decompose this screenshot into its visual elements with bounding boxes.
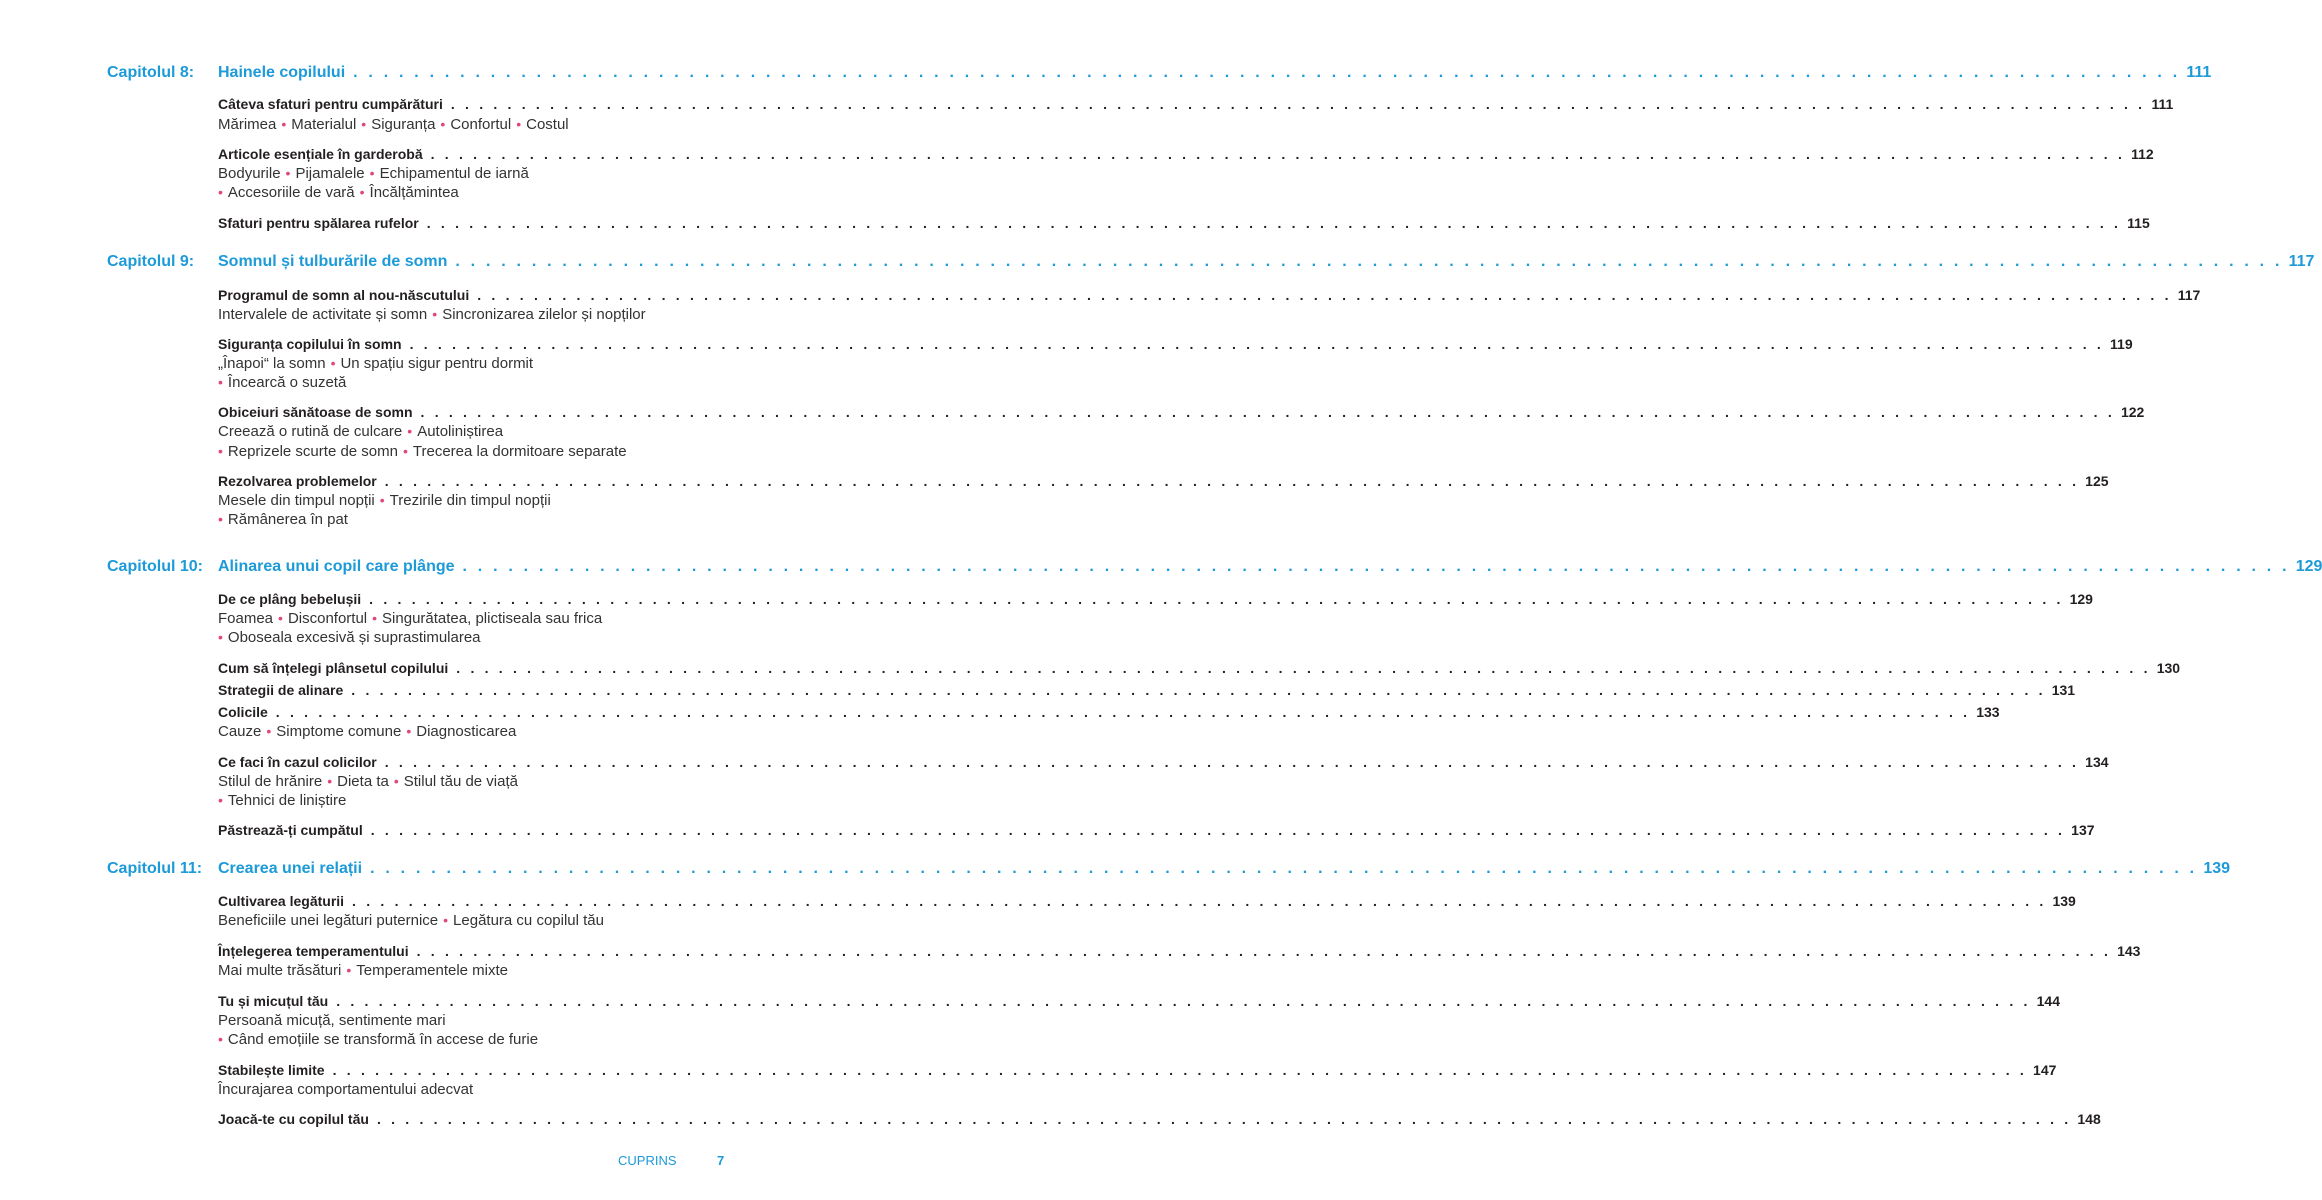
entry-title: Cultivarea legăturii (218, 893, 345, 909)
entry-page-number: 129 (2069, 591, 2093, 607)
entry-page-number: 148 (2077, 1111, 2101, 1127)
toc-entry[interactable] (218, 822, 2095, 838)
chapter-page-number: 117 (2288, 253, 2315, 270)
subtopic: Oboseala excesivă și suprastimularea (227, 629, 481, 646)
toc-entry[interactable] (218, 591, 2093, 607)
dot-leader: . . . . . . . . . . . . . . . . . . . . . . . . . . . . . . . . . . . . . . . . . . . . . . . . . . . . . . . . . . . . . . . . . . . . . . . . . . . . . . . . . . . . . . . . . . . . . . . . . . . . . . . . . . . . . . . . . . . . . . . . (370, 822, 2066, 838)
entry-subtopics (218, 443, 627, 460)
bullet-icon: • (218, 792, 223, 808)
subtopic: Stilul tău de viață (403, 773, 518, 790)
dot-leader: . . . . . . . . . . . . . . . . . . . . . . . . . . . . . . . . . . . . . . . . . . . . . . . . . . . . . . . . . . . . . . . . . . . . . . . . . . . . . . . . . . . . . . . . . . . . . . . . . . . . . . . . . . . . . . . . . . . . . . . . (420, 404, 2115, 420)
chapter-title: Crearea unei relații (218, 860, 363, 877)
dot-leader: . . . . . . . . . . . . . . . . . . . . . . . . . . . . . . . . . . . . . . . . . . . . . . . . . . . . . . . . . . . . . . . . . . . . . . . . . . . . . . . . . . . . . . . . . . . . . . . . . . . . . . . . . . . . . . . . . . . . . . . . (477, 287, 2172, 303)
toc-entry[interactable] (218, 660, 2181, 676)
subtopic: Stilul de hrănire (218, 773, 323, 790)
subtopic: Cauze (218, 723, 262, 740)
dot-leader: . . . . . . . . . . . . . . . . . . . . . . . . . . . . . . . . . . . . . . . . . . . . . . . . . . . . . . . . . . . . . . . . . . . . . . . . . . . . . . . . . . . . . . . . . . . . . . . . . . . . . . . . . . . . . . . . . . . . . . . . (430, 146, 2126, 162)
entry-title: Rezolvarea problemelor (218, 473, 377, 489)
subtopic: Încurajarea comportamentului adecvat (218, 1081, 474, 1098)
chapter-heading[interactable] (107, 860, 2231, 878)
subtopic: Când emoțiile se transformă în accese de furie (227, 1031, 539, 1048)
toc-entry[interactable] (218, 993, 2060, 1009)
entry-title: Programul de somn al nou-născutului (218, 287, 470, 303)
bullet-icon: • (379, 492, 385, 508)
subtopic: Beneficiile unei legături puternice (218, 912, 439, 929)
toc-entry[interactable] (218, 1111, 2101, 1127)
entry-page-number: 131 (2051, 682, 2076, 698)
subtopic: Echipamentul de iarnă (379, 165, 529, 182)
entry-subtopics (218, 1031, 538, 1048)
subtopic: Sincronizarea zilelor și nopților (442, 306, 646, 323)
entry-page-number: 111 (2151, 96, 2174, 112)
subtopic: Bodyurile (218, 165, 281, 182)
dot-leader: . . . . . . . . . . . . . . . . . . . . . . . . . . . . . . . . . . . . . . . . . . . . . . . . . . . . . . . . . . . . . . . . . . . . . . . . . . . . . . . . . . . . . . . . . . . . . . . . . . . . . . . . . . . . . . . . . . . . . . . . (376, 1111, 2072, 1127)
bullet-icon: • (327, 773, 333, 789)
subtopic: Persoană micuță, sentimente mari (218, 1012, 446, 1029)
footer-page-number: 7 (717, 1153, 725, 1168)
dot-leader: . . . . . . . . . . . . . . . . . . . . . . . . . . . . . . . . . . . . . . . . . . . . . . . . . . . . . . . . . . . . . . . . . . . . . . . . . . . . . . . . . . . . . . . . . . . . . . . . . . . . . . . . . . . . . . . . . . . . . . . . (384, 473, 2080, 489)
bullet-icon: • (369, 165, 375, 181)
subtopic: Reprizele scurte de somn (227, 443, 398, 460)
entry-page-number: 130 (2156, 660, 2181, 676)
subtopic: Tehnici de liniștire (227, 792, 347, 809)
entry-subtopics (218, 723, 516, 740)
entry-title: Cum să înțelegi plânsetul copilului (218, 660, 449, 676)
toc-entry[interactable] (218, 146, 2154, 162)
bullet-icon: • (432, 306, 438, 322)
entry-title: Sfaturi pentru spălarea rufelor (218, 215, 419, 231)
subtopic: Rămânerea în pat (227, 511, 348, 528)
dot-leader: . . . . . . . . . . . . . . . . . . . . . . . . . . . . . . . . . . . . . . . . . . . . . . . . . . . . . . . . . . . . . . . . . . . . . . . . . . . . . . . . . . . . . . . . . . . . . . . . . . . . . . . . . . . . . . . . . . . . . . . . (369, 591, 2064, 607)
chapter-label: Capitolul 10: (107, 558, 204, 575)
bullet-icon: • (278, 610, 283, 626)
entry-page-number: 139 (2052, 893, 2076, 909)
entry-subtopics (218, 423, 503, 440)
chapter-page-number: 139 (2203, 860, 2231, 877)
entry-subtopics (218, 492, 551, 509)
subtopic: Trecerea la dormitoare separate (412, 443, 627, 460)
subtopic: Încălțămintea (369, 184, 459, 201)
bullet-icon: • (218, 184, 223, 200)
subtopic: Dieta ta (337, 773, 389, 790)
entry-title: Stabilește limite (218, 1062, 325, 1078)
entry-subtopics (218, 962, 508, 979)
toc-entry[interactable] (218, 1062, 2057, 1078)
subtopic: „Înapoi“ la somn (218, 355, 326, 372)
subtopic: Mai multe trăsături (218, 962, 342, 979)
chapter-heading[interactable] (107, 558, 2322, 576)
entry-page-number: 125 (2085, 473, 2109, 489)
chapter-page-number: 111 (2186, 64, 2212, 81)
bullet-icon: • (393, 773, 399, 789)
chapter-title: Alinarea unui copil care plânge (218, 558, 455, 575)
entry-title: Tu și micuțul tău (218, 993, 329, 1009)
entry-page-number: 115 (2127, 215, 2150, 231)
bullet-icon: • (406, 723, 412, 739)
entry-page-number: 144 (2036, 993, 2060, 1009)
bullet-icon: • (330, 355, 336, 371)
toc-entry[interactable] (218, 404, 2145, 420)
entry-subtopics (218, 116, 569, 133)
subtopic: Pijamalele (295, 165, 365, 182)
chapter-title: Hainele copilului (218, 64, 346, 81)
chapter-label: Capitolul 11: (107, 860, 203, 877)
subtopic: Legătura cu copilul tău (453, 912, 604, 929)
entry-page-number: 117 (2177, 287, 2201, 303)
subtopic: Trezirile din timpul nopții (389, 492, 551, 509)
entry-subtopics (218, 1012, 446, 1029)
bullet-icon: • (346, 962, 352, 978)
entry-subtopics (218, 165, 529, 182)
subtopic: Foamea (218, 610, 274, 627)
toc-entry[interactable] (218, 704, 2000, 720)
entry-title: Ce faci în cazul colicilor (218, 754, 377, 770)
entry-subtopics (218, 511, 348, 528)
dot-leader: . . . . . . . . . . . . . . . . . . . . . . . . . . . . . . . . . . . . . . . . . . . . . . . . . . . . . . . . . . . . . . . . . . . . . . . . . . . . . . . . . . . . . . . . . . . . . . . . . . . . . . . . . . . . . . . . . . . . . . . . (462, 558, 2290, 575)
subtopic: Temperamentele mixte (356, 962, 509, 979)
toc-entry[interactable] (218, 893, 2076, 909)
entry-title: Colicile (218, 704, 268, 720)
dot-leader: . . . . . . . . . . . . . . . . . . . . . . . . . . . . . . . . . . . . . . . . . . . . . . . . . . . . . . . . . . . . . . . . . . . . . . . . . . . . . . . . . . . . . . . . . . . . . . . . . . . . . . . . . . . . . . . . . . . . . . . . (275, 704, 1971, 720)
bullet-icon: • (359, 184, 365, 200)
toc-entry[interactable] (218, 754, 2109, 770)
entry-title: Păstrează-ți cumpătul (218, 822, 363, 838)
entry-subtopics (218, 184, 459, 201)
entry-subtopics (218, 773, 518, 790)
dot-leader: . . . . . . . . . . . . . . . . . . . . . . . . . . . . . . . . . . . . . . . . . . . . . . . . . . . . . . . . . . . . . . . . . . . . . . . . . . . . . . . . . . . . . . . . . . . . . . . . . . . . . . . . . . . . . . . . . . . . . . . . (336, 993, 2031, 1009)
entry-subtopics (218, 792, 346, 809)
dot-leader: . . . . . . . . . . . . . . . . . . . . . . . . . . . . . . . . . . . . . . . . . . . . . . . . . . . . . . . . . . . . . . . . . . . . . . . . . . . . . . . . . . . . . . . . . . . . . . . . . . . . . . . . . . . . . . . . . . . . . . . . (332, 1062, 2028, 1078)
entry-title: Câteva sfaturi pentru cumpărături (218, 96, 443, 112)
dot-leader: . . . . . . . . . . . . . . . . . . . . . . . . . . . . . . . . . . . . . . . . . . . . . . . . . . . . . . . . . . . . . . . . . . . . . . . . . . . . . . . . . . . . . . . . . . . . . . . . . . . . . . . . . . . . . . . . . . . . . . . . (456, 660, 2151, 676)
entry-title: Siguranța copilului în somn (218, 336, 402, 352)
entry-page-number: 119 (2110, 336, 2133, 352)
subtopic: Creează o rutină de culcare (218, 423, 403, 440)
bullet-icon: • (266, 723, 272, 739)
toc-entry[interactable] (218, 336, 2133, 352)
subtopic: Materialul (291, 116, 357, 133)
subtopic: Confortul (450, 116, 512, 133)
subtopic: Diagnosticarea (416, 723, 517, 740)
entry-title: De ce plâng bebelușii (218, 591, 362, 607)
chapter-heading[interactable] (107, 253, 2315, 271)
subtopic: Autoliniștirea (417, 423, 504, 440)
bullet-icon: • (218, 511, 223, 527)
bullet-icon: • (372, 610, 378, 626)
entry-page-number: 134 (2085, 754, 2109, 770)
subtopic: Disconfortul (287, 610, 368, 627)
toc-entry[interactable] (218, 682, 2076, 698)
dot-leader: . . . . . . . . . . . . . . . . . . . . . . . . . . . . . . . . . . . . . . . . . . . . . . . . . . . . . . . . . . . . . . . . . . . . . . . . . . . . . . . . . . . . . . . . . . . . . . . . . . . . . . . . . . . . . . . . . . . . . . . . (455, 253, 2283, 270)
bullet-icon: • (281, 116, 287, 132)
bullet-icon: • (440, 116, 446, 132)
dot-leader: . . . . . . . . . . . . . . . . . . . . . . . . . . . . . . . . . . . . . . . . . . . . . . . . . . . . . . . . . . . . . . . . . . . . . . . . . . . . . . . . . . . . . . . . . . . . . . . . . . . . . . . . . . . . . . . . . . . . . . . . (352, 893, 2047, 909)
entry-title: Obiceiuri sănătoase de somn (218, 404, 413, 420)
chapter-label: Capitolul 9: (107, 253, 195, 270)
entry-subtopics (218, 912, 604, 929)
dot-leader: . . . . . . . . . . . . . . . . . . . . . . . . . . . . . . . . . . . . . . . . . . . . . . . . . . . . . . . . . . . . . . . . . . . . . . . . . . . . . . . . . . . . . . . . . . . . . . . . . . . . . . . . . . . . . . . . . . . . . . . . (351, 682, 2046, 698)
dot-leader: . . . . . . . . . . . . . . . . . . . . . . . . . . . . . . . . . . . . . . . . . . . . . . . . . . . . . . . . . . . . . . . . . . . . . . . . . . . . . . . . . . . . . . . . . . . . . . . . . . . . . . . . . . . . . . . . . . . . . . . . (416, 943, 2112, 959)
subtopic: Mesele din timpul nopții (218, 492, 375, 509)
bullet-icon: • (361, 116, 367, 132)
footer-section: CUPRINS (618, 1153, 677, 1168)
dot-leader: . . . . . . . . . . . . . . . . . . . . . . . . . . . . . . . . . . . . . . . . . . . . . . . . . . . . . . . . . . . . . . . . . . . . . . . . . . . . . . . . . . . . . . . . . . . . . . . . . . . . . . . . . . . . . . . . . . . . . . . . (426, 215, 2122, 231)
bullet-icon: • (443, 912, 449, 928)
entry-page-number: 122 (2120, 404, 2145, 420)
subtopic: Intervalele de activitate și somn (218, 306, 428, 323)
entry-subtopics (218, 374, 346, 391)
dot-leader: . . . . . . . . . . . . . . . . . . . . . . . . . . . . . . . . . . . . . . . . . . . . . . . . . . . . . . . . . . . . . . . . . . . . . . . . . . . . . . . . . . . . . . . . . . . . . . . . . . . . . . . . . . . . . . . . . . . . . . . . (370, 860, 2198, 877)
entry-title: Strategii de alinare (218, 682, 344, 698)
dot-leader: . . . . . . . . . . . . . . . . . . . . . . . . . . . . . . . . . . . . . . . . . . . . . . . . . . . . . . . . . . . . . . . . . . . . . . . . . . . . . . . . . . . . . . . . . . . . . . . . . . . . . . . . . . . . . . . . . . . . . . . . (409, 336, 2105, 352)
bullet-icon: • (285, 165, 291, 181)
bullet-icon: • (218, 374, 223, 390)
subtopic: Simptome comune (276, 723, 402, 740)
subtopic: Siguranța (371, 116, 436, 133)
chapter-page-number: 129 (2295, 558, 2322, 575)
entry-subtopics (218, 629, 481, 646)
entry-page-number: 137 (2071, 822, 2095, 838)
dot-leader: . . . . . . . . . . . . . . . . . . . . . . . . . . . . . . . . . . . . . . . . . . . . . . . . . . . . . . . . . . . . . . . . . . . . . . . . . . . . . . . . . . . . . . . . . . . . . . . . . . . . . . . . . . . . . . . . . . . . . . . . (384, 754, 2080, 770)
chapter-title: Somnul și tulburările de somn (218, 253, 448, 270)
subtopic: Încearcă o suzetă (227, 374, 347, 391)
entry-title: Joacă-te cu copilul tău (218, 1111, 369, 1127)
toc-entry[interactable] (218, 473, 2109, 489)
bullet-icon: • (402, 443, 408, 459)
subtopic: Accesoriile de vară (227, 184, 355, 201)
entry-subtopics (218, 355, 533, 372)
entry-subtopics (218, 1081, 473, 1098)
entry-page-number: 143 (2117, 943, 2141, 959)
toc-entry[interactable] (218, 215, 2150, 231)
entry-subtopics (218, 306, 646, 323)
toc-entry[interactable] (218, 96, 2174, 112)
bullet-icon: • (218, 629, 223, 645)
entry-title: Articole esențiale în garderobă (218, 146, 423, 162)
entry-page-number: 133 (1976, 704, 2000, 720)
entry-page-number: 147 (2033, 1062, 2057, 1078)
bullet-icon: • (218, 1031, 223, 1047)
toc-entry[interactable] (218, 943, 2141, 959)
chapter-heading[interactable] (107, 64, 2212, 82)
subtopic: Mărimea (218, 116, 277, 133)
entry-page-number: 112 (2131, 146, 2154, 162)
subtopic: Costul (526, 116, 569, 133)
dot-leader: . . . . . . . . . . . . . . . . . . . . . . . . . . . . . . . . . . . . . . . . . . . . . . . . . . . . . . . . . . . . . . . . . . . . . . . . . . . . . . . . . . . . . . . . . . . . . . . . . . . . . . . . . . . . . . . . . . . . . . . . (353, 64, 2181, 81)
dot-leader: . . . . . . . . . . . . . . . . . . . . . . . . . . . . . . . . . . . . . . . . . . . . . . . . . . . . . . . . . . . . . . . . . . . . . . . . . . . . . . . . . . . . . . . . . . . . . . . . . . . . . . . . . . . . . . . . . . . . . . . . (450, 96, 2146, 112)
entry-subtopics (218, 610, 602, 627)
entry-title: Înțelegerea temperamentului (218, 943, 409, 959)
subtopic: Un spațiu sigur pentru dormit (340, 355, 534, 372)
toc-entry[interactable] (218, 287, 2201, 303)
subtopic: Singurătatea, plictiseala sau frica (382, 610, 603, 627)
bullet-icon: • (516, 116, 522, 132)
chapter-label: Capitolul 8: (107, 64, 195, 81)
bullet-icon: • (407, 423, 413, 439)
bullet-icon: • (218, 443, 223, 459)
